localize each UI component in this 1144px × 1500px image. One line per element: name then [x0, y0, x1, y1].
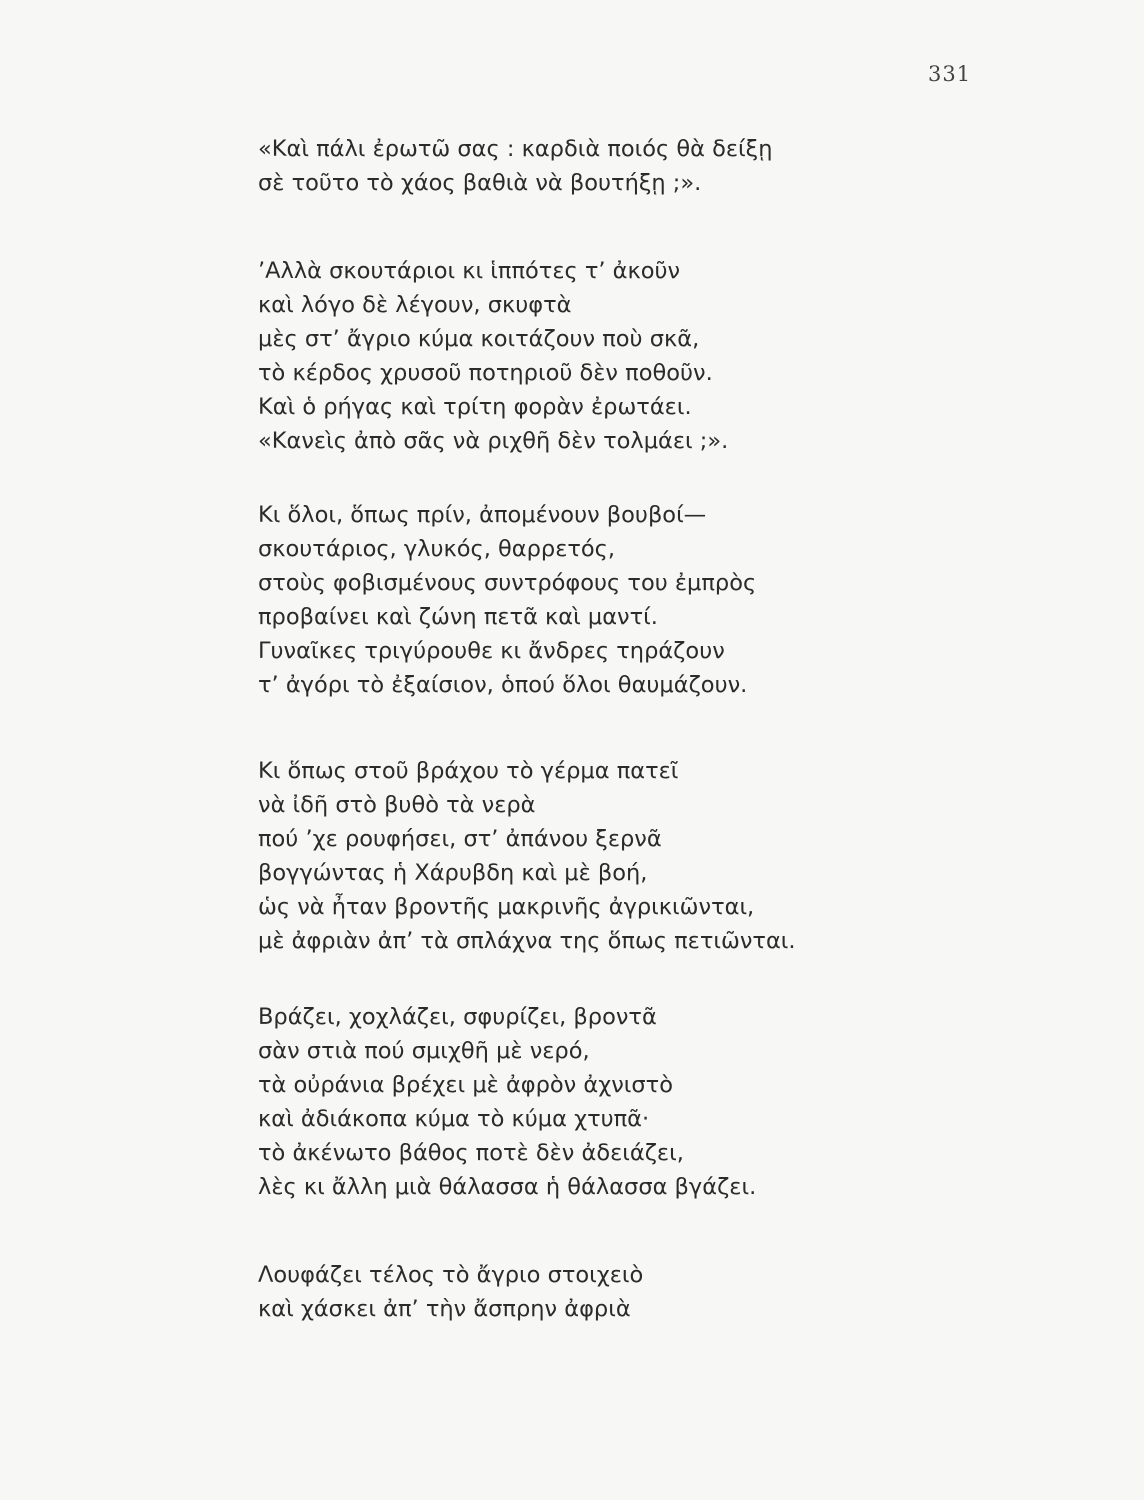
verse-line: ’Αλλὰ σκουτάριοι κι ἱππότες τ’ ἀκοῦν — [258, 258, 681, 284]
page-number: 331 — [928, 62, 972, 86]
verse-line: Κι ὅπως στοῦ βράχου τὸ γέρμα πατεῖ — [258, 758, 679, 784]
verse-line: Κι ὅλοι, ὅπως πρίν, ἀπομένουν βουβοί— — [258, 502, 707, 528]
verse-line: σὰν στιὰ πού σμιχθῆ μὲ νερό, — [258, 1038, 590, 1064]
verse-line: βογγώντας ἡ Χάρυβδη καὶ μὲ βοή, — [258, 860, 648, 886]
verse-line: νὰ ἰδῆ στὸ βυθὸ τὰ νερὰ — [258, 792, 536, 818]
stanza-5 — [258, 1000, 898, 1204]
stanza-4 — [258, 754, 898, 958]
verse-line: σκουτάριος, γλυκός, θαρρετός, — [258, 536, 616, 562]
verse-line: Γυναῖκες τριγύρουθε κι ἄνδρες τηράζουν — [258, 638, 725, 664]
verse-line: καὶ χάσκει ἀπ’ τὴν ἄσπρην ἀφριὰ — [258, 1296, 631, 1322]
verse-line: «Κανεὶς ἀπὸ σᾶς νὰ ριχθῆ δὲν τολμάει ;». — [258, 428, 729, 454]
verse-line: τὸ ἀκένωτο βάθος ποτὲ δὲν ἀδειάζει, — [258, 1140, 684, 1166]
verse-line: τ’ ἀγόρι τὸ ἐξαίσιον, ὁπού ὅλοι θαυμάζουν. — [258, 672, 748, 698]
poem-text — [258, 132, 898, 1326]
verse-line: στοὺς φοβισμένους συντρόφους του ἐμπρὸς — [258, 570, 757, 596]
verse-line: Λουφάζει τέλος τὸ ἄγριο στοιχειὸ — [258, 1262, 644, 1288]
verse-line: λὲς κι ἄλλη μιὰ θάλασσα ἡ θάλασσα βγάζει. — [258, 1174, 757, 1200]
verse-line: μὲς στ’ ἄγριο κύμα κοιτάζουν ποὺ σκᾶ, — [258, 326, 700, 352]
verse-line: «Καὶ πάλι ἐρωτῶ σας : καρδιὰ ποιός θὰ δείξῃ — [258, 136, 773, 162]
verse-line: ὡς νὰ ἦταν βροντῆς μακρινῆς ἀγρικιῶνται, — [258, 894, 755, 920]
stanza-3 — [258, 498, 898, 702]
verse-line: πού ’χε ρουφήσει, στ’ ἀπάνου ξερνᾶ — [258, 826, 662, 852]
verse-line: τὸ κέρδος χρυσοῦ ποτηριοῦ δὲν ποθοῦν. — [258, 360, 713, 386]
verse-line: Βράζει, χοχλάζει, σφυρίζει, βροντᾶ — [258, 1004, 657, 1030]
verse-line: τὰ οὐράνια βρέχει μὲ ἀφρὸν ἀχνιστὸ — [258, 1072, 673, 1098]
stanza-6 — [258, 1258, 898, 1326]
verse-line: καὶ λόγο δὲ λέγουν, σκυφτὰ — [258, 292, 572, 318]
verse-line: σὲ τοῦτο τὸ χάος βαθιὰ νὰ βουτήξῃ ;». — [258, 170, 702, 196]
stanza-1 — [258, 132, 898, 200]
verse-line: καὶ ἀδιάκοπα κύμα τὸ κύμα χτυπᾶ· — [258, 1106, 650, 1132]
stanza-2 — [258, 254, 898, 458]
verse-line: Καὶ ὁ ρήγας καὶ τρίτη φορὰν ἐρωτάει. — [258, 394, 692, 420]
verse-line: προβαίνει καὶ ζώνη πετᾶ καὶ μαντί. — [258, 604, 658, 630]
verse-line: μὲ ἀφριὰν ἀπ’ τὰ σπλάχνα της ὅπως πετιῶνται. — [258, 928, 796, 954]
